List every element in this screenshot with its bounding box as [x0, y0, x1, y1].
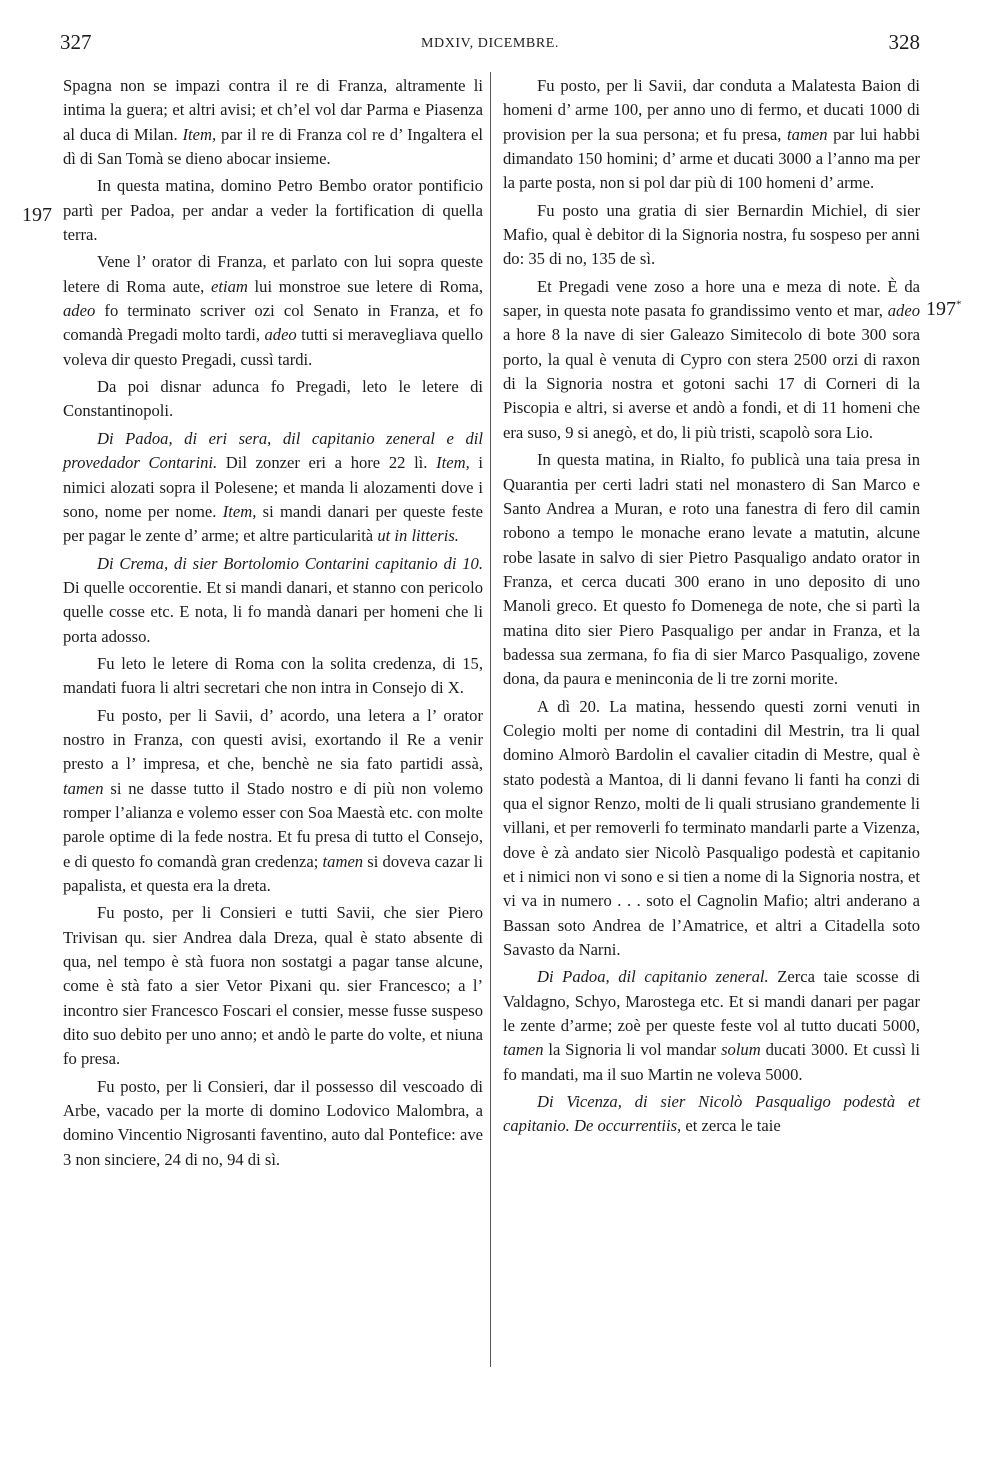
italic-run: ut in litteris.: [377, 526, 459, 546]
italic-run: Di Padoa, dil capitanio zeneral.: [537, 967, 769, 987]
text-run: Fu posto, per li Savii, d’ acordo, una letera a l’ orator nostro in Franza, con questi avisi, exortando il Re a venir presto a l’ impresa, et che, benchè ne sia fato partidi assà,: [63, 705, 483, 774]
text-run: ducati 3000. Et cussì li fo mandati, ma il suo Martin ne voleva 5000.: [503, 1040, 921, 1084]
paragraph: [503, 1090, 920, 1139]
italic-run: adeo: [887, 301, 920, 321]
italic-run: Di Crema, di sier Bortolomio Contarini capitanio di 10.: [97, 553, 483, 573]
italic-run: tamen: [503, 1040, 544, 1060]
text-run: Zerca taie scosse di Valdagno, Schyo, Marostega etc. Et si mandi danari per pagar le zente d’arme; zoè per queste feste vol al tutto ducati 5000,: [503, 967, 920, 1036]
paragraph: [503, 965, 920, 1087]
right-column: [503, 74, 920, 1142]
text-run: et zerca le taie: [681, 1116, 781, 1136]
left-page-number: 327: [60, 30, 92, 54]
left-column: [63, 74, 483, 1175]
italic-run: Di Padoa, di eri sera, dil capitanio zeneral e dil provedador Contarini.: [63, 428, 483, 473]
paragraph: [63, 1075, 483, 1172]
italic-run: Item,: [222, 501, 257, 521]
paragraph: [63, 552, 483, 649]
text-run: si mandi danari per queste feste per pagar le zente d’ arme; et altre particularità: [63, 501, 483, 546]
text-run: Spagna non se impazi contra il re di Franza, altramente li intima la guera; et altri avisi; et ch’el vol dar Parma e Piasenza al duca di Milan.: [63, 76, 483, 144]
italic-run: Di Vicenza, di sier Nicolò Pasqualigo podestà et capitanio. De occurrentiis,: [503, 1092, 920, 1136]
running-head: MDXIV, DICEMBRE.: [420, 36, 560, 51]
margin-note-right-mark: *: [956, 298, 962, 311]
text-run: i nimici alozati sopra il Polesene; et manda li alozamenti dove i sono, nome per nome.: [63, 453, 483, 521]
text-run: A dì 20. La matina, hessendo questi zorni venuti in Colegio molti per nome di contadini dil Mestrin, tra li qual domino Almorò Bardolin el cavalier citadin di Mestre, qual è stato podestà a Mantoa, di li danni fevano li fanti ha conzi di qua el signor Renzo, molti de li quali strusiano grandemente li villani, et per removerli fo terminato mandarli parte a Vizenza, dove è zà andato sier Nicolò Pasqualigo podestà et capitanio et i nimici non vi sono e si tien a nome di la Signoria nostra, et vi va in numero . . . soto el Cagnolin Mafio; altri anderano a Bassan soto Andrea de l’Amatrice, et altri a Citadella soto Savasto da Narni.: [503, 696, 920, 960]
text-run: Vene l’ orator di Franza, et parlato con lui sopra queste letere di Roma aute,: [63, 252, 483, 296]
paragraph: [63, 250, 483, 372]
paragraph: [503, 448, 920, 691]
text-run: Di quelle occorentie. Et si mandi danari, et stanno con pericolo quelle cosse etc. E nota, li fo mandà danari per homeni che li porta adosso.: [63, 577, 483, 646]
text-run: Fu posto, per li Consieri, dar il possesso dil vescoado di Arbe, vacado per la morte di domino Lodovico Malombra, a domino Vincentio Nigrosanti faventino, auto dal Pontefice: ave 3 non sinciere, 24 di no, 94 di sì.: [63, 1076, 483, 1169]
text-run: fo terminato scriver ozi col Senato in Franza, et fo comandà Pregadi molto tardi,: [63, 301, 483, 345]
italic-run: tamen: [63, 778, 104, 798]
text-run: si ne dasse tutto il Stado nostro e di più non volemo romper l’alianza e volemo esser con Soa Maestà etc. con molte parole optime di la fede nostra. Et fu presa di tutto el Consejo, e di questo fo comandà gran credenza;: [63, 778, 483, 871]
text-run: Fu posto, per li Savii, dar conduta a Malatesta Baion di homeni d’ arme 100, per anno uno di fermo, et ducati 1000 di provision per la sua persona; et fu presa,: [503, 76, 920, 144]
text-run: In questa matina, domino Petro Bembo orator pontificio partì per Padoa, per andar a veder la fortification di quella terra.: [63, 176, 483, 245]
italic-run: Item,: [182, 124, 217, 144]
italic-run: tamen: [787, 124, 828, 144]
italic-run: adeo: [264, 325, 297, 345]
text-run: lui monstroe sue letere di Roma,: [247, 276, 483, 296]
text-run: Fu posto una gratia di sier Bernardin Michiel, di sier Mafio, qual è debitor di la Signoria nostra, fu sospeso per anni do: 35 di no, 135 de sì.: [503, 200, 920, 269]
page-header: [60, 30, 920, 60]
paragraph: [503, 275, 920, 445]
paragraph: [503, 74, 920, 196]
text-run: si doveva cazar li papalista, et questa era la dreta.: [63, 851, 483, 895]
text-run: a hore 8 la nave di sier Galeazo Simitecolo di bote 300 sora porto, la qual è venuta di Cypro con stera 2500 orzi di raxon di la Signoria nostra et gotoni sachi 17 di Corneri di la Piscopia e altri, si averse et andò a fondi, et di 11 homeni che era suso, 9 si anegò, et do, li più tristi, scapolò sora Lio.: [503, 325, 920, 442]
text-run: tutti si meravegliava quello voleva dir questo Pregadi, cussì tardi.: [63, 325, 483, 369]
paragraph: [63, 704, 483, 899]
margin-note-right-number: 197: [926, 298, 956, 320]
italic-run: Item,: [436, 453, 470, 473]
text-run: Dil zonzer eri a hore 22 lì.: [217, 453, 437, 473]
italic-run: solum: [721, 1040, 761, 1060]
italic-run: etiam: [210, 276, 248, 296]
text-run: Fu leto le letere di Roma con la solita credenza, di 15, mandati fuora li altri secretari che non intra in Consejo di X.: [63, 653, 483, 698]
italic-run: adeo: [63, 301, 96, 321]
text-run: par il re di Franza col re d’ Ingaltera el dì di San Tomà se dieno abocar insieme.: [63, 124, 483, 169]
paragraph: [503, 695, 920, 963]
margin-note-right: [926, 298, 962, 321]
paragraph: [63, 74, 483, 171]
paragraph: [63, 174, 483, 247]
italic-run: tamen: [322, 851, 364, 871]
paragraph: [63, 652, 483, 701]
margin-note-left: 197: [22, 204, 52, 226]
text-run: Et Pregadi vene zoso a hore una e meza di note. È da saper, in questa note pasata fo grandissimo vento et mar,: [503, 276, 920, 321]
text-run: Fu posto, per li Consieri e tutti Savii, che sier Piero Trivisan qu. sier Andrea dala Dreza, qual è stato absente di qua, nel tempo è stà fuora non sostatgi a pagar tanse alcune, come è stà fato a sier Vetor Pixani qu. sier Francesco; a l’ incontro sier Francesco Foscari el consier, messe fusse suspeso dito suo debito per uno anno; et andò le parte do volte, et niuna fo presa.: [63, 903, 483, 1069]
paragraph: [63, 901, 483, 1071]
text-run: In questa matina, in Rialto, fo publicà una taia presa in Quarantia per certi ladri stati nel monastero di San Marco e Santo Andrea a Muran, e roto una fanestra di fero dil camin robono a tempo le monache erano levate a matutin, alcune robe lasate in salvo di sier Pietro Pasqualigo andato orator in Franza, et cerca ducati 300 erano in uno deposito di uno Manoli greco. Et questo fo Domenega de note, che si partì la matina dito sier Piero Pasqualigo per andar in Franza, et la badessa sua zermana, fo fia di sier Marco Pasqualigo, zovene dona, da paura e meninconia de li tre zorni morite.: [503, 450, 920, 689]
text-run: par lui habbi dimandato 150 homini; d’ arme et ducati 3000 a l’anno ma per la parte posta, non si pol dar più di 100 homeni d’ arme.: [503, 124, 920, 193]
paragraph: [503, 199, 920, 272]
paragraph: [63, 375, 483, 424]
right-page-number: 328: [888, 30, 920, 54]
text-run: Da poi disnar adunca fo Pregadi, leto le letere di Constantinopoli.: [63, 377, 483, 421]
column-divider: [490, 72, 491, 1367]
text-run: la Signoria li vol mandar: [543, 1040, 722, 1060]
paragraph: [63, 427, 483, 549]
